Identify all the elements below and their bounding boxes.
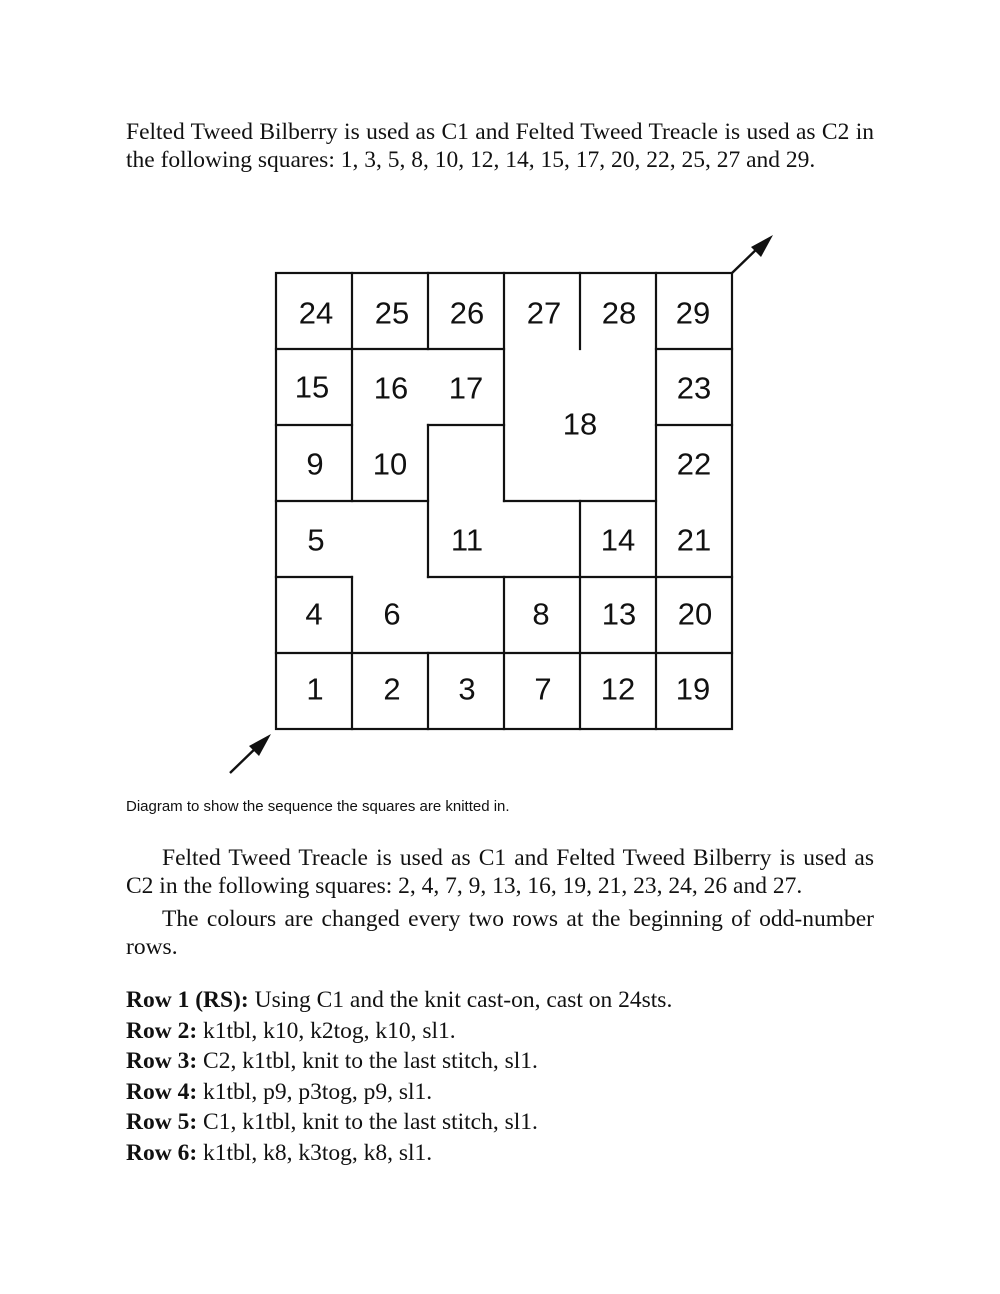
square-number: 8 (532, 596, 550, 632)
square-number: 27 (526, 295, 562, 331)
square-number: 10 (372, 446, 408, 482)
square-number: 20 (677, 596, 713, 632)
third-paragraph: The colours are changed every two rows at the beginning of odd-number rows. (126, 906, 874, 960)
row-instructions (126, 986, 672, 1170)
row-label: Row 1 (RS): (126, 987, 249, 1013)
square-number: 1 (306, 671, 324, 707)
square-number: 25 (374, 295, 410, 331)
square-number: 21 (676, 522, 712, 558)
square-number: 5 (307, 522, 325, 558)
square-number: 3 (458, 671, 476, 707)
row-label: Row 6: (126, 1139, 198, 1166)
square-number: 23 (676, 370, 712, 406)
row-instruction (126, 1139, 672, 1170)
row-text: k1tbl, k8, k3tog, k8, sl1. (197, 1139, 433, 1166)
row-label: Row 2: (126, 1017, 198, 1044)
row-text: C2, k1tbl, knit to the last stitch, sl1. (197, 1048, 538, 1075)
intro-paragraph: Felted Tweed Bilberry is used as C1 and Felted Tweed Treacle is used as C2 in the following squares: 1, 3, 5, 8, 10, 12, 14, 15, 17, 20, 22, 25, 27 and 29. (126, 119, 874, 173)
row-instruction (126, 1047, 672, 1078)
start-arrow (230, 734, 271, 773)
square-number: 16 (373, 370, 409, 406)
square-number: 18 (562, 406, 598, 442)
square-number: 26 (449, 295, 485, 331)
row-instruction (126, 1108, 672, 1139)
square-number: 9 (306, 446, 324, 482)
row-label: Row 5: (126, 1109, 198, 1136)
row-text: Using C1 and the knit cast-on, cast on 24sts. (248, 987, 673, 1013)
diagram-caption: Diagram to show the sequence the squares are knitted in. (126, 798, 510, 815)
end-arrow (732, 235, 773, 273)
square-number: 29 (675, 295, 711, 331)
square-number: 24 (298, 295, 334, 331)
square-number: 13 (601, 596, 637, 632)
row-text: k1tbl, p9, p3tog, p9, sl1. (197, 1078, 433, 1105)
square-number: 19 (675, 671, 711, 707)
square-number: 15 (294, 369, 330, 405)
square-number: 12 (600, 671, 636, 707)
square-number: 6 (383, 596, 401, 632)
square-number: 22 (676, 446, 712, 482)
square-number: 14 (600, 522, 636, 558)
row-instruction (126, 986, 672, 1017)
row-label: Row 4: (126, 1078, 198, 1105)
row-text: C1, k1tbl, knit to the last stitch, sl1. (197, 1109, 538, 1136)
square-number: 28 (601, 295, 637, 331)
square-number: 17 (448, 370, 484, 406)
square-number: 4 (305, 596, 323, 632)
row-label: Row 3: (126, 1048, 198, 1075)
row-text: k1tbl, k10, k2tog, k10, sl1. (197, 1017, 456, 1044)
square-number: 11 (450, 522, 484, 558)
diagram-grid-lines (276, 273, 732, 729)
row-instruction (126, 1078, 672, 1109)
square-number: 7 (534, 671, 552, 707)
square-number: 2 (383, 671, 401, 707)
second-paragraph: Felted Tweed Treacle is used as C1 and Felted Tweed Bilberry is used as C2 in the following squares: 2, 4, 7, 9, 13, 16, 19, 21, 23, 24, 26 and 27. (126, 845, 874, 899)
row-instruction (126, 1017, 672, 1048)
